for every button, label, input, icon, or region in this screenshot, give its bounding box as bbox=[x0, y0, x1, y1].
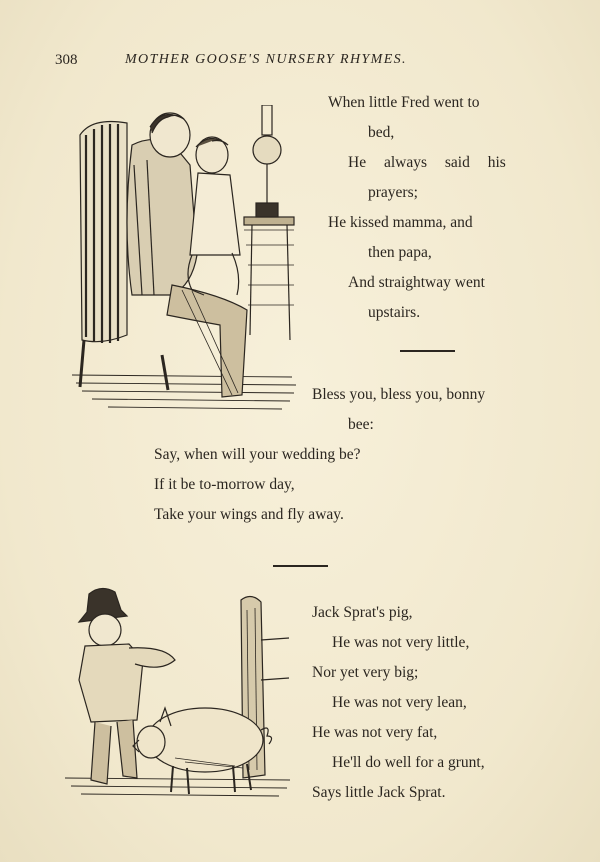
verse-line: Says little Jack Sprat. bbox=[312, 784, 446, 801]
verse-line: Bless you, bless you, bonny bbox=[312, 386, 486, 403]
verse-line: prayers; bbox=[368, 184, 418, 201]
verse-line: He was not very little, bbox=[332, 634, 470, 651]
section-divider bbox=[400, 350, 455, 352]
page-number: 308 bbox=[55, 52, 78, 68]
verse-line: He kissed mamma, and bbox=[328, 214, 473, 231]
verse-line: He always said his bbox=[348, 154, 506, 171]
verse-line: And straightway went bbox=[348, 274, 485, 291]
verse-line: If it be to-morrow day, bbox=[154, 476, 295, 493]
verse-line: When little Fred went to bbox=[328, 94, 480, 111]
verse-line: He was not very fat, bbox=[312, 724, 438, 741]
rhyme-bonny-bee bbox=[152, 380, 485, 530]
verse-line: upstairs. bbox=[368, 304, 421, 321]
running-title: MOTHER GOOSE'S NURSERY RHYMES. bbox=[125, 52, 407, 67]
verse-line: Say, when will your wedding be? bbox=[154, 446, 361, 463]
father-and-child-illustration bbox=[72, 105, 300, 417]
verse-line: Take your wings and fly away. bbox=[154, 506, 344, 523]
section-divider bbox=[273, 565, 328, 567]
rhyme-little-fred bbox=[328, 88, 506, 328]
rhyme-jack-sprats-pig bbox=[312, 598, 485, 808]
verse-line: bed, bbox=[368, 124, 395, 141]
verse-line: Nor yet very big; bbox=[312, 664, 419, 681]
jack-sprat-and-pig-illustration bbox=[65, 580, 295, 805]
verse-line: then papa, bbox=[368, 244, 432, 261]
verse-line: Jack Sprat's pig, bbox=[312, 604, 413, 621]
verse-line: He was not very lean, bbox=[332, 694, 467, 711]
verse-line: He'll do well for a grunt, bbox=[332, 754, 485, 771]
verse-line: bee: bbox=[348, 416, 374, 433]
